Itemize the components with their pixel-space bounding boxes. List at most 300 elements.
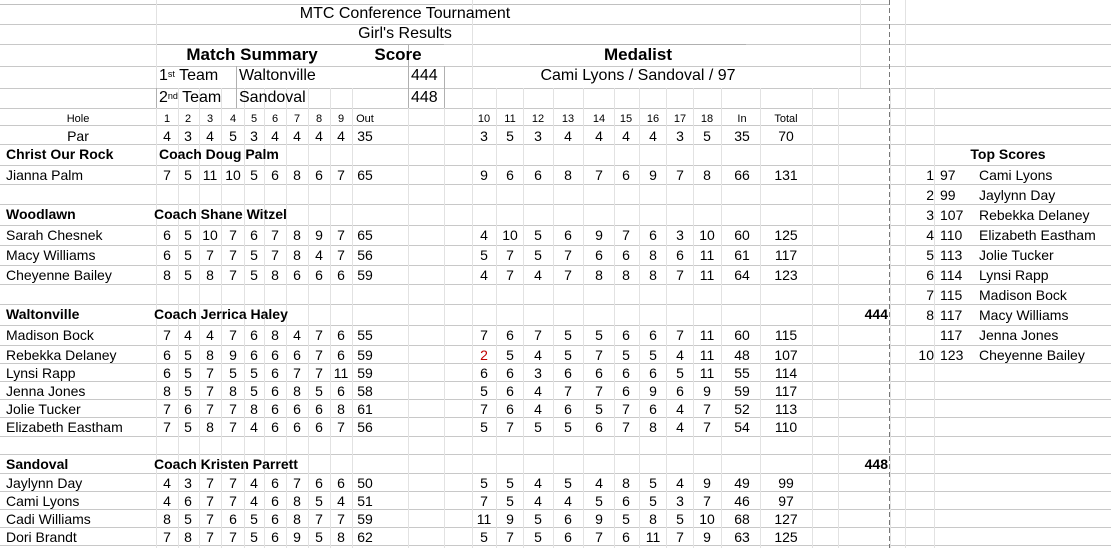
front-score: 4 <box>184 327 192 343</box>
back-score: 7 <box>506 267 514 283</box>
top-score-rank: 4 <box>926 227 934 243</box>
top-score-name: Jolie Tucker <box>979 247 1054 263</box>
front-score: 5 <box>184 383 192 399</box>
second-place-team: Sandoval <box>239 89 306 106</box>
top-score-value: 115 <box>940 287 963 303</box>
back-score: 6 <box>595 247 603 263</box>
total-score: 99 <box>778 475 794 491</box>
back-score: 5 <box>534 419 542 435</box>
back-score: 7 <box>595 167 603 183</box>
front-score: 8 <box>337 529 345 545</box>
front-score: 7 <box>315 347 323 363</box>
team-total: 444 <box>864 306 888 322</box>
first-place-team: Waltonville <box>239 67 316 84</box>
front-score: 6 <box>271 419 279 435</box>
back-score: 5 <box>595 327 603 343</box>
player-name: Dori Brandt <box>6 529 77 545</box>
back-score: 5 <box>649 475 657 491</box>
back-score: 8 <box>622 267 630 283</box>
in-score: 66 <box>734 167 750 183</box>
total-score: 117 <box>774 383 798 399</box>
top-score-value: 110 <box>940 227 963 243</box>
back-score: 11 <box>699 267 715 283</box>
out-score: 59 <box>357 511 373 527</box>
front-score: 6 <box>163 227 171 243</box>
in-label: In <box>737 113 747 125</box>
par-in: 35 <box>734 128 750 144</box>
top-score-name: Cheyenne Bailey <box>979 347 1085 363</box>
first-place-suffix: st <box>167 69 175 79</box>
out-score: 56 <box>357 247 373 263</box>
back-score: 5 <box>676 511 684 527</box>
back-score: 4 <box>534 347 542 363</box>
front-score: 8 <box>293 247 301 263</box>
front-score: 8 <box>293 511 301 527</box>
total-score: 125 <box>774 529 798 545</box>
back-score: 8 <box>649 247 657 263</box>
front-score: 4 <box>250 475 258 491</box>
back-score: 6 <box>622 327 630 343</box>
front-score: 8 <box>229 383 237 399</box>
score-heading: Score <box>374 45 422 64</box>
par-value: 3 <box>184 128 192 144</box>
in-score: 61 <box>734 247 750 263</box>
back-score: 8 <box>622 475 630 491</box>
top-score-name: Elizabeth Eastham <box>979 227 1096 243</box>
front-score: 5 <box>315 383 323 399</box>
back-score: 6 <box>622 167 630 183</box>
front-score: 7 <box>206 529 214 545</box>
back-score: 7 <box>703 493 711 509</box>
out-score: 58 <box>357 383 373 399</box>
front-score: 5 <box>315 493 323 509</box>
medalist-value: Cami Lyons / Sandoval / 97 <box>540 67 736 84</box>
front-score: 7 <box>163 419 171 435</box>
second-place-label <box>159 89 221 107</box>
back-score: 6 <box>622 365 630 381</box>
back-score: 10 <box>502 227 518 243</box>
top-score-name: Lynsi Rapp <box>979 267 1049 283</box>
back-score: 8 <box>595 267 603 283</box>
back-score: 4 <box>676 419 684 435</box>
back-score: 7 <box>506 529 514 545</box>
par-value: 4 <box>271 128 279 144</box>
player-name: Macy Williams <box>6 247 96 263</box>
back-score: 5 <box>564 475 572 491</box>
in-score: 54 <box>734 419 750 435</box>
team-coach: Coach Shane Witzel <box>154 206 287 222</box>
par-value: 4 <box>649 128 657 144</box>
front-score: 8 <box>206 347 214 363</box>
team-coach: Coach Jerrica Haley <box>154 306 288 322</box>
player-name: Rebekka Delaney <box>6 347 117 363</box>
back-score: 6 <box>480 365 488 381</box>
top-score-rank: 10 <box>918 347 934 363</box>
out-score: 59 <box>357 267 373 283</box>
front-score: 6 <box>271 347 279 363</box>
out-score: 62 <box>357 529 373 545</box>
front-score: 8 <box>293 493 301 509</box>
top-score-rank: 5 <box>926 247 934 263</box>
back-score: 7 <box>676 529 684 545</box>
team-coach: Coach Kristen Parrett <box>154 456 298 472</box>
total-score: 127 <box>774 511 798 527</box>
in-score: 68 <box>734 511 750 527</box>
out-score: 59 <box>357 347 373 363</box>
front-score: 5 <box>250 383 258 399</box>
front-score: 7 <box>337 167 345 183</box>
front-score: 8 <box>206 267 214 283</box>
back-score: 5 <box>506 475 514 491</box>
back-score: 7 <box>534 327 542 343</box>
player-name: Cheyenne Bailey <box>6 267 112 283</box>
back-score: 5 <box>622 511 630 527</box>
back-score: 5 <box>534 247 542 263</box>
front-score: 7 <box>271 227 279 243</box>
front-score: 5 <box>184 511 192 527</box>
in-score: 60 <box>734 327 750 343</box>
front-score: 5 <box>184 347 192 363</box>
top-score-rank: 2 <box>926 187 934 203</box>
front-score: 8 <box>163 383 171 399</box>
back-score: 7 <box>595 383 603 399</box>
front-score: 6 <box>163 347 171 363</box>
back-score: 5 <box>595 493 603 509</box>
top-score-name: Jaylynn Day <box>979 187 1056 203</box>
out-score: 50 <box>357 475 373 491</box>
front-score: 6 <box>271 475 279 491</box>
front-score: 6 <box>163 365 171 381</box>
front-score: 7 <box>293 475 301 491</box>
top-score-name: Macy Williams <box>979 307 1069 323</box>
back-score: 11 <box>699 327 715 343</box>
back-score: 6 <box>595 365 603 381</box>
back-score: 9 <box>649 383 657 399</box>
back-score: 5 <box>480 529 488 545</box>
total-score: 125 <box>774 227 798 243</box>
front-score: 7 <box>229 327 237 343</box>
back-score: 8 <box>564 167 572 183</box>
front-score: 6 <box>315 475 323 491</box>
hole-number: 5 <box>250 113 258 125</box>
back-score: 7 <box>506 247 514 263</box>
par-out: 35 <box>357 128 373 144</box>
front-score: 6 <box>315 401 323 417</box>
back-score: 5 <box>480 247 488 263</box>
top-score-name: Madison Bock <box>979 287 1067 303</box>
back-score: 6 <box>622 383 630 399</box>
front-score: 6 <box>250 227 258 243</box>
back-score: 3 <box>534 365 542 381</box>
page-title: MTC Conference Tournament <box>299 5 511 22</box>
front-score: 6 <box>271 529 279 545</box>
front-score: 5 <box>250 267 258 283</box>
front-score: 7 <box>229 401 237 417</box>
total-score: 97 <box>778 493 794 509</box>
player-name: Cadi Williams <box>6 511 91 527</box>
front-score: 4 <box>337 493 345 509</box>
back-score: 5 <box>534 511 542 527</box>
front-score: 6 <box>271 401 279 417</box>
back-score: 9 <box>480 167 488 183</box>
front-score: 8 <box>337 401 345 417</box>
back-score: 7 <box>676 167 684 183</box>
out-score: 65 <box>357 227 373 243</box>
front-score: 7 <box>337 227 345 243</box>
front-score: 9 <box>293 529 301 545</box>
back-score: 5 <box>595 401 603 417</box>
front-score: 7 <box>206 365 214 381</box>
front-score: 4 <box>163 493 171 509</box>
in-score: 48 <box>734 347 750 363</box>
front-score: 7 <box>315 327 323 343</box>
player-name: Jaylynn Day <box>6 475 83 491</box>
par-value: 4 <box>337 128 345 144</box>
front-score: 5 <box>250 365 258 381</box>
back-score: 4 <box>534 475 542 491</box>
back-score: 9 <box>703 529 711 545</box>
front-score: 6 <box>337 383 345 399</box>
par-label: Par <box>67 128 89 144</box>
back-score: 6 <box>649 401 657 417</box>
back-score: 5 <box>506 493 514 509</box>
top-score-rank: 3 <box>926 207 934 223</box>
back-score: 5 <box>506 347 514 363</box>
front-score: 6 <box>271 365 279 381</box>
front-score: 5 <box>184 365 192 381</box>
back-score: 4 <box>534 383 542 399</box>
back-score: 6 <box>676 383 684 399</box>
back-score: 9 <box>649 167 657 183</box>
back-score: 6 <box>622 529 630 545</box>
back-score: 6 <box>649 365 657 381</box>
back-score: 9 <box>595 511 603 527</box>
back-score: 6 <box>649 227 657 243</box>
back-score: 6 <box>595 419 603 435</box>
top-score-rank: 8 <box>926 307 934 323</box>
total-label: Total <box>774 113 798 125</box>
front-score: 6 <box>293 347 301 363</box>
back-score: 3 <box>676 493 684 509</box>
front-score: 8 <box>250 401 258 417</box>
par-total: 70 <box>778 128 794 144</box>
hole-number: 17 <box>673 113 687 125</box>
back-score: 7 <box>676 267 684 283</box>
front-score: 6 <box>184 493 192 509</box>
back-score: 6 <box>564 227 572 243</box>
back-score: 7 <box>506 419 514 435</box>
hole-number: 7 <box>293 113 301 125</box>
top-score-name: Jenna Jones <box>979 327 1059 343</box>
front-score: 6 <box>315 167 323 183</box>
out-score: 59 <box>357 365 373 381</box>
front-score: 9 <box>315 227 323 243</box>
top-score-value: 117 <box>940 307 963 323</box>
hole-number: 2 <box>184 113 192 125</box>
team-name: Sandoval <box>6 456 69 472</box>
in-score: 49 <box>734 475 750 491</box>
front-score: 7 <box>229 493 237 509</box>
top-score-value: 123 <box>940 347 964 363</box>
back-score: 4 <box>595 475 603 491</box>
front-score: 5 <box>315 529 323 545</box>
hole-label: Hole <box>66 113 90 125</box>
in-score: 52 <box>734 401 750 417</box>
back-score: 5 <box>676 365 684 381</box>
in-score: 55 <box>734 365 750 381</box>
front-score: 6 <box>337 475 345 491</box>
front-score: 6 <box>337 347 345 363</box>
player-name: Madison Bock <box>6 327 94 343</box>
back-score: 2 <box>480 347 488 363</box>
back-score: 5 <box>622 347 630 363</box>
page-subtitle: Girl's Results <box>358 25 452 42</box>
front-score: 7 <box>206 511 214 527</box>
front-score: 7 <box>163 167 171 183</box>
front-score: 7 <box>337 419 345 435</box>
front-score: 7 <box>229 475 237 491</box>
back-score: 6 <box>676 247 684 263</box>
back-score: 9 <box>595 227 603 243</box>
back-score: 6 <box>506 167 514 183</box>
front-score: 8 <box>271 267 279 283</box>
second-place-score: 448 <box>411 89 438 106</box>
front-score: 5 <box>250 167 258 183</box>
front-score: 7 <box>163 327 171 343</box>
team-coach: Coach Doug Palm <box>159 146 279 162</box>
total-score: 113 <box>774 401 798 417</box>
front-score: 4 <box>250 419 258 435</box>
front-score: 5 <box>250 529 258 545</box>
front-score: 3 <box>184 475 192 491</box>
par-value: 3 <box>534 128 542 144</box>
back-score: 8 <box>649 267 657 283</box>
team-name: Woodlawn <box>6 206 76 222</box>
par-value: 5 <box>229 128 237 144</box>
front-score: 8 <box>163 267 171 283</box>
out-score: 51 <box>357 493 373 509</box>
front-score: 8 <box>184 529 192 545</box>
back-score: 9 <box>703 475 711 491</box>
front-score: 7 <box>229 419 237 435</box>
hole-number: 10 <box>477 113 491 125</box>
back-score: 5 <box>564 419 572 435</box>
back-score: 5 <box>480 419 488 435</box>
front-score: 6 <box>315 267 323 283</box>
front-score: 7 <box>271 247 279 263</box>
front-score: 7 <box>163 401 171 417</box>
front-score: 6 <box>250 327 258 343</box>
front-score: 4 <box>163 475 171 491</box>
player-name: Jenna Jones <box>6 383 86 399</box>
front-score: 6 <box>271 383 279 399</box>
top-score-value: 99 <box>940 187 956 203</box>
hole-number: 4 <box>229 113 237 125</box>
back-score: 9 <box>703 383 711 399</box>
front-score: 4 <box>206 327 214 343</box>
back-score: 6 <box>564 511 572 527</box>
team-name: Waltonville <box>6 306 80 322</box>
back-score: 4 <box>534 401 542 417</box>
top-score-value: 113 <box>940 247 963 263</box>
back-score: 5 <box>649 493 657 509</box>
front-score: 7 <box>206 247 214 263</box>
hole-number: 14 <box>592 113 606 125</box>
top-scores-heading: Top Scores <box>970 146 1046 162</box>
hole-number: 18 <box>700 113 714 125</box>
hole-number: 1 <box>163 113 171 125</box>
back-score: 7 <box>564 247 572 263</box>
back-score: 10 <box>699 227 715 243</box>
front-score: 6 <box>315 419 323 435</box>
front-score: 6 <box>229 511 237 527</box>
front-score: 7 <box>337 511 345 527</box>
front-score: 5 <box>250 511 258 527</box>
back-score: 11 <box>645 529 661 545</box>
back-score: 4 <box>480 227 488 243</box>
front-score: 7 <box>229 247 237 263</box>
front-score: 6 <box>250 347 258 363</box>
in-score: 60 <box>734 227 750 243</box>
front-score: 5 <box>184 247 192 263</box>
back-score: 4 <box>480 267 488 283</box>
front-score: 6 <box>184 401 192 417</box>
back-score: 6 <box>622 247 630 263</box>
back-score: 7 <box>564 267 572 283</box>
back-score: 6 <box>649 327 657 343</box>
front-score: 8 <box>206 419 214 435</box>
par-value: 4 <box>595 128 603 144</box>
front-score: 6 <box>271 493 279 509</box>
front-score: 6 <box>271 167 279 183</box>
player-name: Jolie Tucker <box>6 401 81 417</box>
player-name: Cami Lyons <box>6 493 80 509</box>
back-score: 7 <box>703 401 711 417</box>
hole-number: 12 <box>531 113 545 125</box>
hole-number: 16 <box>646 113 660 125</box>
back-score: 4 <box>676 475 684 491</box>
out-score: 56 <box>357 419 373 435</box>
front-score: 10 <box>225 167 241 183</box>
total-score: 114 <box>774 365 798 381</box>
back-score: 7 <box>480 401 488 417</box>
team-total: 448 <box>864 456 888 472</box>
back-score: 4 <box>676 347 684 363</box>
back-score: 7 <box>703 419 711 435</box>
back-score: 4 <box>534 267 542 283</box>
total-score: 115 <box>774 327 798 343</box>
back-score: 7 <box>595 529 603 545</box>
total-score: 110 <box>774 419 798 435</box>
out-score: 55 <box>357 327 373 343</box>
back-score: 7 <box>480 493 488 509</box>
out-label: Out <box>356 113 374 125</box>
back-score: 7 <box>622 419 630 435</box>
front-score: 4 <box>250 493 258 509</box>
second-place-suffix: nd <box>167 91 178 101</box>
top-score-value: 117 <box>940 327 963 343</box>
out-score: 61 <box>357 401 373 417</box>
front-score: 7 <box>206 401 214 417</box>
front-score: 10 <box>202 227 218 243</box>
first-place-num: 1 <box>159 67 168 84</box>
front-score: 5 <box>184 167 192 183</box>
front-score: 8 <box>163 511 171 527</box>
back-score: 7 <box>622 227 630 243</box>
back-score: 8 <box>649 419 657 435</box>
top-score-value: 107 <box>940 207 964 223</box>
back-score: 7 <box>595 347 603 363</box>
